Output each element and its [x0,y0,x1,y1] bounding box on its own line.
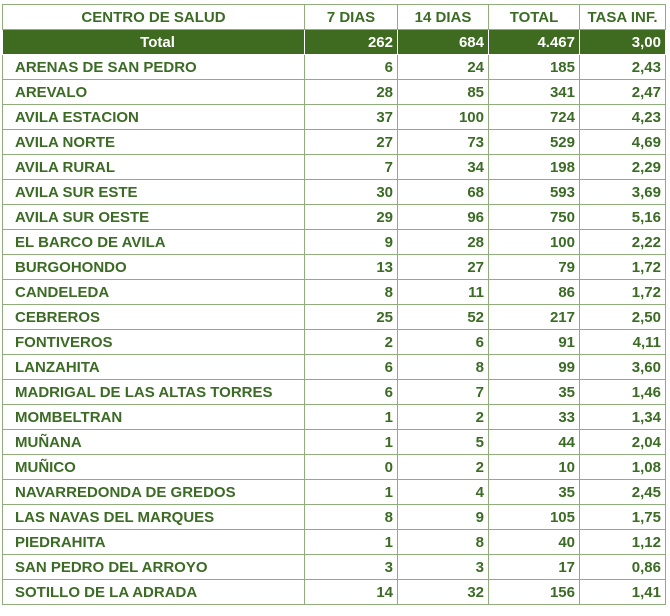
cell-total: 33 [489,405,580,430]
cell-centro: PIEDRAHITA [3,530,305,555]
cell-7-dias: 30 [305,180,398,205]
cell-14-dias: 8 [398,530,489,555]
table-row [3,55,666,80]
cell-centro: AVILA SUR OESTE [3,205,305,230]
table-row [3,280,666,305]
total-label: Total [3,30,305,55]
cell-7-dias: 9 [305,230,398,255]
cell-total: 99 [489,355,580,380]
cell-7-dias: 27 [305,130,398,155]
table-row [3,530,666,555]
cell-7-dias: 3 [305,555,398,580]
cell-total: 593 [489,180,580,205]
cell-14-dias: 68 [398,180,489,205]
cell-total: 724 [489,105,580,130]
table-row [3,555,666,580]
cell-tasa: 4,11 [580,330,666,355]
cell-total: 341 [489,80,580,105]
cell-tasa: 2,29 [580,155,666,180]
cell-7-dias: 1 [305,480,398,505]
cell-centro: AVILA ESTACION [3,105,305,130]
cell-tasa: 1,12 [580,530,666,555]
table-row [3,430,666,455]
cell-7-dias: 28 [305,80,398,105]
cell-14-dias: 8 [398,355,489,380]
cell-7-dias: 1 [305,405,398,430]
cell-tasa: 1,72 [580,280,666,305]
cell-centro: LAS NAVAS DEL MARQUES [3,505,305,530]
cell-total: 79 [489,255,580,280]
cell-total: 17 [489,555,580,580]
cell-centro: AVILA RURAL [3,155,305,180]
cell-total: 86 [489,280,580,305]
cell-7-dias: 7 [305,155,398,180]
table-row [3,455,666,480]
cell-total: 217 [489,305,580,330]
cell-7-dias: 6 [305,380,398,405]
cell-centro: SOTILLO DE LA ADRADA [3,580,305,605]
cell-tasa: 4,69 [580,130,666,155]
total-total: 4.467 [489,30,580,55]
cell-total: 35 [489,480,580,505]
cell-7-dias: 29 [305,205,398,230]
cell-total: 105 [489,505,580,530]
table-row [3,155,666,180]
cell-tasa: 2,47 [580,80,666,105]
cell-centro: MUÑICO [3,455,305,480]
cell-total: 185 [489,55,580,80]
header-row [3,5,666,30]
cell-7-dias: 14 [305,580,398,605]
cell-14-dias: 24 [398,55,489,80]
cell-14-dias: 96 [398,205,489,230]
table-row [3,505,666,530]
cell-14-dias: 3 [398,555,489,580]
cell-tasa: 2,50 [580,305,666,330]
cell-tasa: 2,04 [580,430,666,455]
cell-14-dias: 5 [398,430,489,455]
cell-7-dias: 25 [305,305,398,330]
cell-14-dias: 2 [398,455,489,480]
cell-total: 35 [489,380,580,405]
cell-centro: CANDELEDA [3,280,305,305]
cell-tasa: 5,16 [580,205,666,230]
cell-7-dias: 8 [305,505,398,530]
cell-tasa: 2,43 [580,55,666,80]
cell-centro: MADRIGAL DE LAS ALTAS TORRES [3,380,305,405]
table-row [3,205,666,230]
cell-14-dias: 4 [398,480,489,505]
cell-centro: AVILA NORTE [3,130,305,155]
header-centro: CENTRO DE SALUD [3,5,305,30]
cell-centro: EL BARCO DE AVILA [3,230,305,255]
cell-centro: AVILA SUR ESTE [3,180,305,205]
table-row [3,230,666,255]
table-row [3,330,666,355]
cell-total: 10 [489,455,580,480]
cell-14-dias: 2 [398,405,489,430]
cell-tasa: 1,08 [580,455,666,480]
header-7-dias: 7 DIAS [305,5,398,30]
cell-7-dias: 0 [305,455,398,480]
cell-total: 750 [489,205,580,230]
cell-7-dias: 37 [305,105,398,130]
cell-14-dias: 6 [398,330,489,355]
cell-7-dias: 1 [305,530,398,555]
total-7-dias: 262 [305,30,398,55]
cell-total: 529 [489,130,580,155]
cell-7-dias: 2 [305,330,398,355]
table-row [3,130,666,155]
cell-14-dias: 27 [398,255,489,280]
cell-14-dias: 100 [398,105,489,130]
header-14-dias: 14 DIAS [398,5,489,30]
cell-tasa: 1,72 [580,255,666,280]
header-tasa: TASA INF. [580,5,666,30]
cell-tasa: 2,22 [580,230,666,255]
cell-tasa: 4,23 [580,105,666,130]
table-row [3,355,666,380]
cell-centro: BURGOHONDO [3,255,305,280]
cell-7-dias: 6 [305,355,398,380]
cell-centro: LANZAHITA [3,355,305,380]
table-row [3,105,666,130]
cell-total: 91 [489,330,580,355]
cell-14-dias: 32 [398,580,489,605]
health-center-table [2,4,666,605]
cell-centro: ARENAS DE SAN PEDRO [3,55,305,80]
cell-centro: MUÑANA [3,430,305,455]
cell-tasa: 1,34 [580,405,666,430]
total-14-dias: 684 [398,30,489,55]
cell-centro: CEBREROS [3,305,305,330]
cell-tasa: 0,86 [580,555,666,580]
cell-centro: MOMBELTRAN [3,405,305,430]
total-tasa: 3,00 [580,30,666,55]
cell-total: 100 [489,230,580,255]
cell-centro: NAVARREDONDA DE GREDOS [3,480,305,505]
table-row [3,180,666,205]
cell-centro: FONTIVEROS [3,330,305,355]
cell-total: 44 [489,430,580,455]
cell-14-dias: 9 [398,505,489,530]
header-total: TOTAL [489,5,580,30]
table-row [3,255,666,280]
table-row [3,580,666,605]
cell-tasa: 3,69 [580,180,666,205]
cell-total: 156 [489,580,580,605]
cell-centro: SAN PEDRO DEL ARROYO [3,555,305,580]
table-row [3,405,666,430]
table-row [3,305,666,330]
cell-14-dias: 7 [398,380,489,405]
cell-14-dias: 11 [398,280,489,305]
table-row [3,380,666,405]
cell-7-dias: 1 [305,430,398,455]
table-row [3,80,666,105]
table-row [3,480,666,505]
total-row [3,30,666,55]
cell-14-dias: 28 [398,230,489,255]
cell-14-dias: 73 [398,130,489,155]
cell-tasa: 1,41 [580,580,666,605]
cell-7-dias: 6 [305,55,398,80]
cell-tasa: 3,60 [580,355,666,380]
cell-tasa: 1,46 [580,380,666,405]
cell-total: 40 [489,530,580,555]
cell-total: 198 [489,155,580,180]
cell-14-dias: 34 [398,155,489,180]
cell-14-dias: 85 [398,80,489,105]
cell-centro: AREVALO [3,80,305,105]
cell-7-dias: 8 [305,280,398,305]
cell-14-dias: 52 [398,305,489,330]
cell-tasa: 1,75 [580,505,666,530]
cell-7-dias: 13 [305,255,398,280]
cell-tasa: 2,45 [580,480,666,505]
